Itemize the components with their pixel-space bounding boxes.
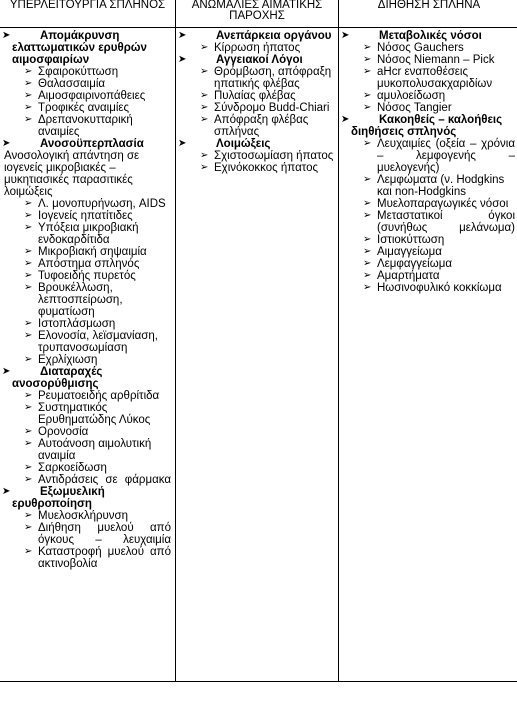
list-item bbox=[0, 114, 171, 138]
section-heading: ➤ Απομάκρυνση ελαττωματικών ερυθρών αιμοσφαιρίων bbox=[2, 30, 147, 66]
arrow-bullet-icon: ➢ bbox=[200, 90, 209, 101]
arrow-bullet-icon: ➢ bbox=[24, 402, 33, 413]
list-item-label: Απόστημα σπληνός bbox=[38, 258, 140, 270]
section-heading: ➤ Εξωμυελική ερυθροποίηση bbox=[2, 486, 105, 510]
section-text: Ανοσολογική απάντηση σε ιογενείς μικροβιακές – μυκητιασικές παρασιτικές λοιμώξεις bbox=[4, 150, 140, 198]
list-item bbox=[0, 402, 171, 426]
arrow-bullet-icon: ➢ bbox=[24, 390, 33, 401]
arrow-bullet-icon: ➢ bbox=[363, 42, 372, 53]
arrow-bullet-icon: ➢ bbox=[24, 246, 33, 257]
list-item-label: αμυλοείδωση bbox=[377, 90, 446, 102]
arrow-bullet-icon: ➢ bbox=[24, 198, 33, 209]
list-item-label: aHcr εναποθέσεις μυκοπολυσακχαριδίων bbox=[377, 66, 493, 90]
arrow-bullet-icon: ➢ bbox=[24, 222, 33, 233]
list-item-label: Πυλαίας φλέβας bbox=[214, 90, 296, 102]
list-item bbox=[339, 138, 515, 174]
list-item bbox=[0, 282, 171, 318]
arrow-bullet-icon: ➢ bbox=[24, 438, 33, 449]
arrow-bullet-icon: ➢ bbox=[24, 210, 33, 221]
list-item-label: Διήθηση μυελού από όγκους – λευχαιμία bbox=[38, 522, 171, 546]
list-item bbox=[0, 78, 171, 90]
list-item bbox=[176, 42, 334, 54]
arrow-bullet-icon: ➢ bbox=[24, 474, 33, 485]
list-item bbox=[339, 174, 515, 198]
list-item bbox=[0, 330, 171, 354]
section-heading: ➤ Κακοηθείς – καλοήθεις διηθήσεις σπληνός bbox=[341, 114, 503, 138]
arrow-bullet-icon: ➢ bbox=[363, 102, 372, 113]
list-item bbox=[339, 246, 515, 258]
list-item-label: Αιμοσφαιρινοπάθειες bbox=[38, 90, 146, 102]
list-item-label: Λευχαιμίες (οξεία – χρόνια – λεμφογενής – μυελογενής) bbox=[377, 138, 515, 174]
arrow-bullet-icon: ➢ bbox=[24, 282, 33, 293]
header-row bbox=[0, 0, 517, 28]
list-item bbox=[176, 114, 334, 138]
list-item-label: Λεμφαγγείωμα bbox=[377, 258, 452, 270]
list-item-label: Νόσος Tangier bbox=[377, 102, 452, 114]
list-item bbox=[339, 198, 515, 210]
body-row bbox=[0, 28, 517, 682]
arrow-bullet-icon: ➢ bbox=[24, 522, 33, 533]
list-item bbox=[0, 354, 171, 366]
list-item-label: Καταστροφή μυελού από ακτινοβολία bbox=[38, 546, 171, 570]
arrow-bullet-icon: ➤ bbox=[178, 138, 187, 149]
arrow-bullet-icon: ➢ bbox=[363, 282, 372, 293]
arrow-bullet-icon: ➢ bbox=[24, 426, 33, 437]
list-item bbox=[339, 90, 515, 102]
list-item bbox=[0, 198, 171, 210]
arrow-bullet-icon: ➤ bbox=[2, 486, 11, 497]
arrow-bullet-icon: ➢ bbox=[200, 114, 209, 125]
list-item bbox=[0, 426, 171, 438]
list-item bbox=[176, 162, 334, 174]
list-item bbox=[0, 270, 171, 282]
section-heading: ➤ Λοιμώξεις bbox=[178, 138, 271, 150]
header-cell: ΥΠΕΡΛΕΙΤΟΥΡΓΙΑ ΣΠΛΗΝΟΣ bbox=[0, 0, 176, 28]
list-item-label: Δρεπανοκυτταρική αναιμίες bbox=[38, 114, 133, 138]
list-item-label: Ιστοπλάσμωση bbox=[38, 318, 116, 330]
arrow-bullet-icon: ➢ bbox=[24, 510, 33, 521]
arrow-bullet-icon: ➤ bbox=[178, 30, 187, 41]
list-item-label: Μεταστατικοί όγκοι (συνήθως μελάνωμα) bbox=[377, 210, 515, 234]
list-item bbox=[0, 390, 171, 402]
list-item bbox=[0, 258, 171, 270]
list-item bbox=[0, 90, 171, 102]
section-heading: ➤ Αγγειακοί Λόγοι bbox=[178, 54, 303, 66]
list-item bbox=[0, 510, 171, 522]
list-item bbox=[339, 42, 515, 54]
list-item-label: Σφαιροκύττωση bbox=[38, 66, 119, 78]
list-item bbox=[0, 246, 171, 258]
list-item-label: Ιογενείς ηπατίτιδες bbox=[38, 210, 133, 222]
list-item-label: Απόφραξη φλέβας σπλήνας bbox=[214, 114, 309, 138]
arrow-bullet-icon: ➢ bbox=[200, 150, 209, 161]
arrow-bullet-icon: ➢ bbox=[200, 66, 209, 77]
arrow-bullet-icon: ➢ bbox=[363, 174, 372, 185]
section-heading: ➤ Μεταβολικές νόσοι bbox=[341, 30, 482, 42]
list-item bbox=[0, 318, 171, 330]
arrow-bullet-icon: ➢ bbox=[24, 330, 33, 341]
list-item-label: Νόσος Niemann – Pick bbox=[377, 54, 495, 66]
arrow-bullet-icon: ➤ bbox=[178, 54, 187, 65]
list-item bbox=[176, 90, 334, 102]
list-item-label: Τυφοειδής πυρετός bbox=[38, 270, 136, 282]
arrow-bullet-icon: ➢ bbox=[363, 66, 372, 77]
list-item-label: Αμαρτήματα bbox=[377, 270, 440, 282]
arrow-bullet-icon: ➢ bbox=[24, 78, 33, 89]
list-item-label: Θρόμβωση, απόφραξη ηπατικής φλέβας bbox=[214, 66, 332, 90]
list-item bbox=[0, 474, 171, 486]
arrow-bullet-icon: ➤ bbox=[341, 114, 350, 125]
list-item-label: Ορονοσία bbox=[38, 426, 89, 438]
arrow-bullet-icon: ➢ bbox=[363, 138, 372, 149]
arrow-bullet-icon: ➢ bbox=[24, 318, 33, 329]
arrow-bullet-icon: ➢ bbox=[24, 462, 33, 473]
arrow-bullet-icon: ➢ bbox=[363, 270, 372, 281]
list-item-label: Βρουκέλλωση, λεπτοσπείρωση, φυματίωση bbox=[38, 282, 123, 318]
list-item-label: Ελονοσία, λεϊσμανίαση, τρυπανοσωμίαση bbox=[38, 330, 158, 354]
list-item bbox=[339, 282, 515, 294]
arrow-bullet-icon: ➢ bbox=[24, 270, 33, 281]
list-item-label: Αιμαγγείωμα bbox=[377, 246, 442, 258]
list-item-label: Σαρκοείδωση bbox=[38, 462, 107, 474]
list-item bbox=[339, 54, 515, 66]
arrow-bullet-icon: ➢ bbox=[24, 354, 33, 365]
list-item-label: Συστηματικός Ερυθηματώδης Λύκος bbox=[38, 402, 151, 426]
arrow-bullet-icon: ➤ bbox=[2, 366, 11, 377]
list-item-label: Αντιδράσεις σε φάρμακα bbox=[38, 474, 171, 486]
list-item-label: Εχινόκοκκος ήπατος bbox=[214, 162, 319, 174]
column-blood-supply bbox=[176, 28, 339, 682]
list-item-label: Ιστιοκύττωση bbox=[377, 234, 445, 246]
list-item bbox=[0, 66, 171, 78]
arrow-bullet-icon: ➢ bbox=[24, 102, 33, 113]
section-heading: ➤ Ανοσοϋπερπλασία bbox=[2, 138, 144, 150]
list-item bbox=[0, 462, 171, 474]
list-item-label: Τροφικές αναιμίες bbox=[38, 102, 130, 114]
list-item bbox=[0, 102, 171, 114]
column-infiltration bbox=[339, 28, 517, 682]
column-hypersplenism bbox=[0, 28, 176, 682]
list-item-label: Νόσος Gauchers bbox=[377, 42, 464, 54]
arrow-bullet-icon: ➢ bbox=[363, 54, 372, 65]
list-item bbox=[0, 210, 171, 222]
list-item-label: Λ. μονοπυρήνωση, AIDS bbox=[38, 198, 166, 210]
list-item bbox=[0, 546, 171, 570]
list-item-label: Λεμφώματα (ν. Hodgkins και non-Hodgkins bbox=[377, 174, 505, 198]
arrow-bullet-icon: ➢ bbox=[363, 258, 372, 269]
arrow-bullet-icon: ➢ bbox=[24, 66, 33, 77]
list-item bbox=[339, 210, 515, 234]
list-item bbox=[339, 258, 515, 270]
arrow-bullet-icon: ➢ bbox=[363, 210, 372, 221]
arrow-bullet-icon: ➤ bbox=[341, 30, 350, 41]
list-item-label: Σχιστοσωμίαση ήπατος bbox=[214, 150, 334, 162]
list-item bbox=[176, 102, 334, 114]
arrow-bullet-icon: ➢ bbox=[24, 546, 33, 557]
arrow-bullet-icon: ➢ bbox=[363, 198, 372, 209]
list-item bbox=[0, 438, 171, 462]
list-item-label: Μυελοπαραγωγικές νόσοι bbox=[377, 198, 509, 210]
section-heading: ➤ Ανεπάρκεια οργάνου bbox=[178, 30, 332, 42]
arrow-bullet-icon: ➤ bbox=[2, 138, 11, 149]
arrow-bullet-icon: ➢ bbox=[200, 42, 209, 53]
list-item-label: Υπόξεια μικροβιακή ενδοκαρδίτιδα bbox=[38, 222, 139, 246]
arrow-bullet-icon: ➢ bbox=[24, 90, 33, 101]
arrow-bullet-icon: ➢ bbox=[363, 90, 372, 101]
list-item-label: Ρευματοειδής αρθρίτιδα bbox=[38, 390, 160, 402]
list-item bbox=[0, 222, 171, 246]
list-item-label: Κίρρωση ήπατος bbox=[214, 42, 301, 54]
list-item bbox=[339, 66, 515, 90]
arrow-bullet-icon: ➢ bbox=[24, 114, 33, 125]
arrow-bullet-icon: ➢ bbox=[24, 258, 33, 269]
list-item-label: Ηωσινοφυλικό κοκκίωμα bbox=[377, 282, 502, 294]
list-item bbox=[339, 234, 515, 246]
header-cell: ΑΝΩΜΑΛΙΕΣ ΑΙΜΑΤΙΚΗΣ ΠΑΡΟΧΗΣ bbox=[176, 0, 339, 28]
list-item bbox=[176, 150, 334, 162]
list-item-label: Μυελοσκλήρυνση bbox=[38, 510, 129, 522]
list-item-label: Σύνδρομο Budd-Chiari bbox=[214, 102, 330, 114]
list-item-label: Εχρλίχιωση bbox=[38, 354, 98, 366]
list-item bbox=[339, 102, 515, 114]
header-cell: ΔΙΗΘΗΣΗ ΣΠΛΗΝΑ bbox=[339, 0, 517, 28]
section-heading: ➤ Διαταραχές ανοσορύθμισης bbox=[2, 366, 103, 390]
list-item bbox=[339, 270, 515, 282]
arrow-bullet-icon: ➢ bbox=[200, 162, 209, 173]
list-item bbox=[0, 522, 171, 546]
list-item-label: Αυτοάνοση αιμολυτική αναιμία bbox=[38, 438, 152, 462]
list-item-label: Θαλασσαιμία bbox=[38, 78, 106, 90]
arrow-bullet-icon: ➤ bbox=[2, 30, 11, 41]
arrow-bullet-icon: ➢ bbox=[200, 102, 209, 113]
arrow-bullet-icon: ➢ bbox=[363, 234, 372, 245]
list-item-label: Μικροβιακή σηψαιμία bbox=[38, 246, 147, 258]
list-item bbox=[176, 66, 334, 90]
arrow-bullet-icon: ➢ bbox=[363, 246, 372, 257]
